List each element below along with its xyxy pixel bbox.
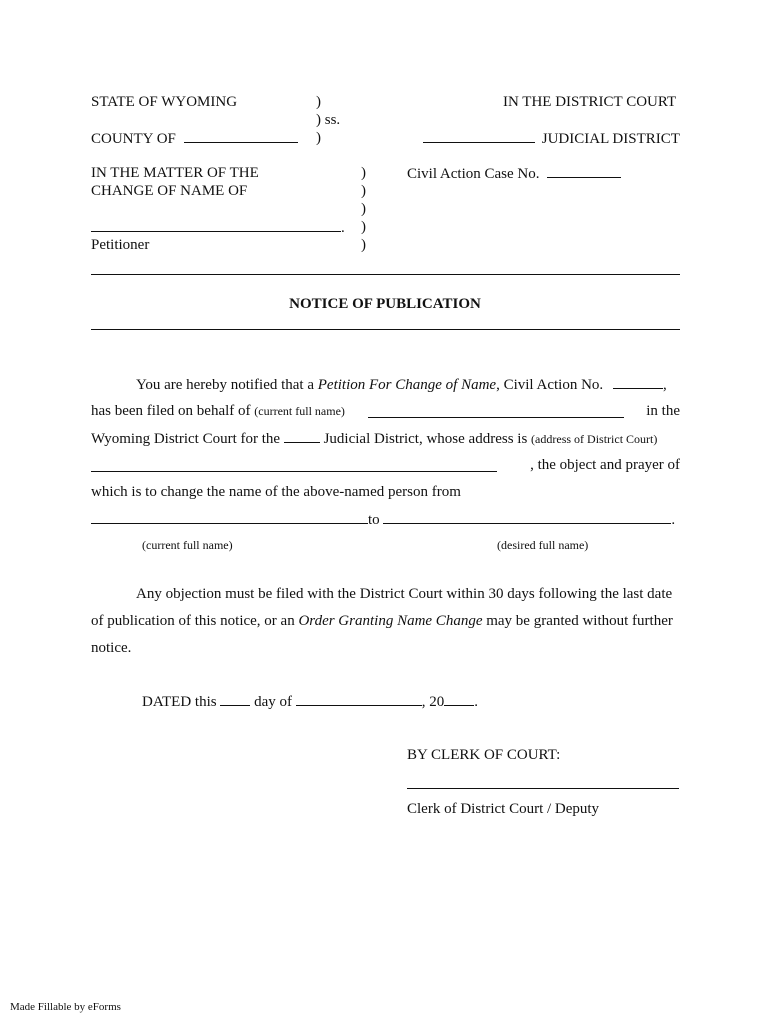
document-title: NOTICE OF PUBLICATION (289, 296, 481, 312)
whose-address-label: Judicial District, whose address is (323, 431, 528, 447)
to-name-field[interactable] (383, 511, 671, 524)
notice-intro: You are hereby notified that a (136, 377, 318, 393)
matter-line-2: CHANGE OF NAME OF (91, 183, 248, 199)
body-line-2 (91, 403, 680, 420)
objection-line-1: Any objection must be filed with the District Court within 30 days following the last date (136, 586, 673, 602)
petitioner-period: . (341, 220, 345, 236)
top-divider (91, 274, 680, 275)
body-line-5: which is to change the name of the above-named person from (91, 484, 461, 500)
caption-paren: ) (361, 165, 366, 181)
court-for-label: Wyoming District Court for the (91, 431, 281, 447)
address-hint: (address of District Court) (531, 432, 658, 446)
dated-label: DATED this (142, 694, 217, 710)
civil-action-label: , Civil Action No. (496, 377, 604, 393)
civil-action-field[interactable] (613, 376, 663, 389)
court-label: IN THE DISTRICT COURT (503, 94, 677, 110)
county-label: COUNTY OF (91, 131, 176, 147)
court-address-field[interactable] (91, 459, 497, 472)
ss-label: ) ss. (316, 112, 341, 128)
day-field[interactable] (220, 693, 250, 706)
dated-period: . (474, 694, 478, 710)
current-name-field-1[interactable] (368, 405, 624, 418)
judicial-district-label: JUDICIAL DISTRICT (541, 131, 680, 147)
year-prefix: , 20 (421, 694, 445, 710)
filed-on-behalf-label: has been filed on behalf of (current full name) (91, 403, 345, 419)
objection-line-2: of publication of this notice, or an Order Granting Name Change may be granted without further (91, 613, 673, 629)
desired-full-name-caption: (desired full name) (497, 538, 589, 552)
caption-paren: ) (361, 219, 366, 235)
caption-paren: ) (361, 237, 366, 253)
footer-text: Made Fillable by eForms (10, 1001, 121, 1013)
body-line-6 (91, 511, 675, 529)
clerk-title: Clerk of District Court / Deputy (407, 801, 600, 817)
petition-title: Petition For Change of Name (317, 377, 497, 393)
objection-line-3: notice. (91, 640, 132, 656)
signature-line[interactable] (407, 788, 679, 789)
object-prayer-label: , the object and prayer of (530, 457, 680, 473)
case-no-row (407, 165, 621, 183)
day-of-label: day of (254, 694, 292, 710)
body-line-4 (91, 457, 680, 474)
petitioner-label: Petitioner (91, 237, 150, 253)
district-number-field[interactable] (423, 130, 535, 143)
current-full-name-caption: (current full name) (142, 538, 233, 552)
case-no-field[interactable] (547, 165, 621, 178)
state-label: STATE OF WYOMING (91, 94, 238, 110)
end-period: . (671, 512, 676, 528)
caption-paren: ) (361, 183, 366, 199)
judicial-district-field[interactable] (284, 430, 320, 443)
body-line-1 (91, 376, 680, 394)
caption-paren: ) (361, 201, 366, 217)
year-field[interactable] (444, 693, 474, 706)
bottom-divider (91, 329, 680, 330)
petitioner-name-row (91, 219, 345, 237)
month-field[interactable] (296, 693, 422, 706)
comma: , (662, 377, 667, 393)
by-clerk-label: BY CLERK OF COURT: (407, 747, 561, 763)
county-field[interactable] (184, 130, 298, 143)
caption-paren: ) (316, 94, 321, 110)
caption-paren: ) (316, 130, 321, 146)
order-title: Order Granting Name Change (298, 613, 483, 629)
from-name-field[interactable] (91, 511, 368, 524)
petitioner-name-field[interactable] (91, 219, 341, 232)
district-row (423, 130, 680, 148)
dated-row (142, 693, 478, 711)
matter-line-1: IN THE MATTER OF THE (91, 165, 259, 181)
in-the-label: in the (646, 403, 680, 419)
county-row (91, 130, 298, 148)
body-line-3 (91, 430, 657, 448)
to-label: to (368, 512, 380, 528)
case-no-label: Civil Action Case No. (407, 166, 540, 182)
